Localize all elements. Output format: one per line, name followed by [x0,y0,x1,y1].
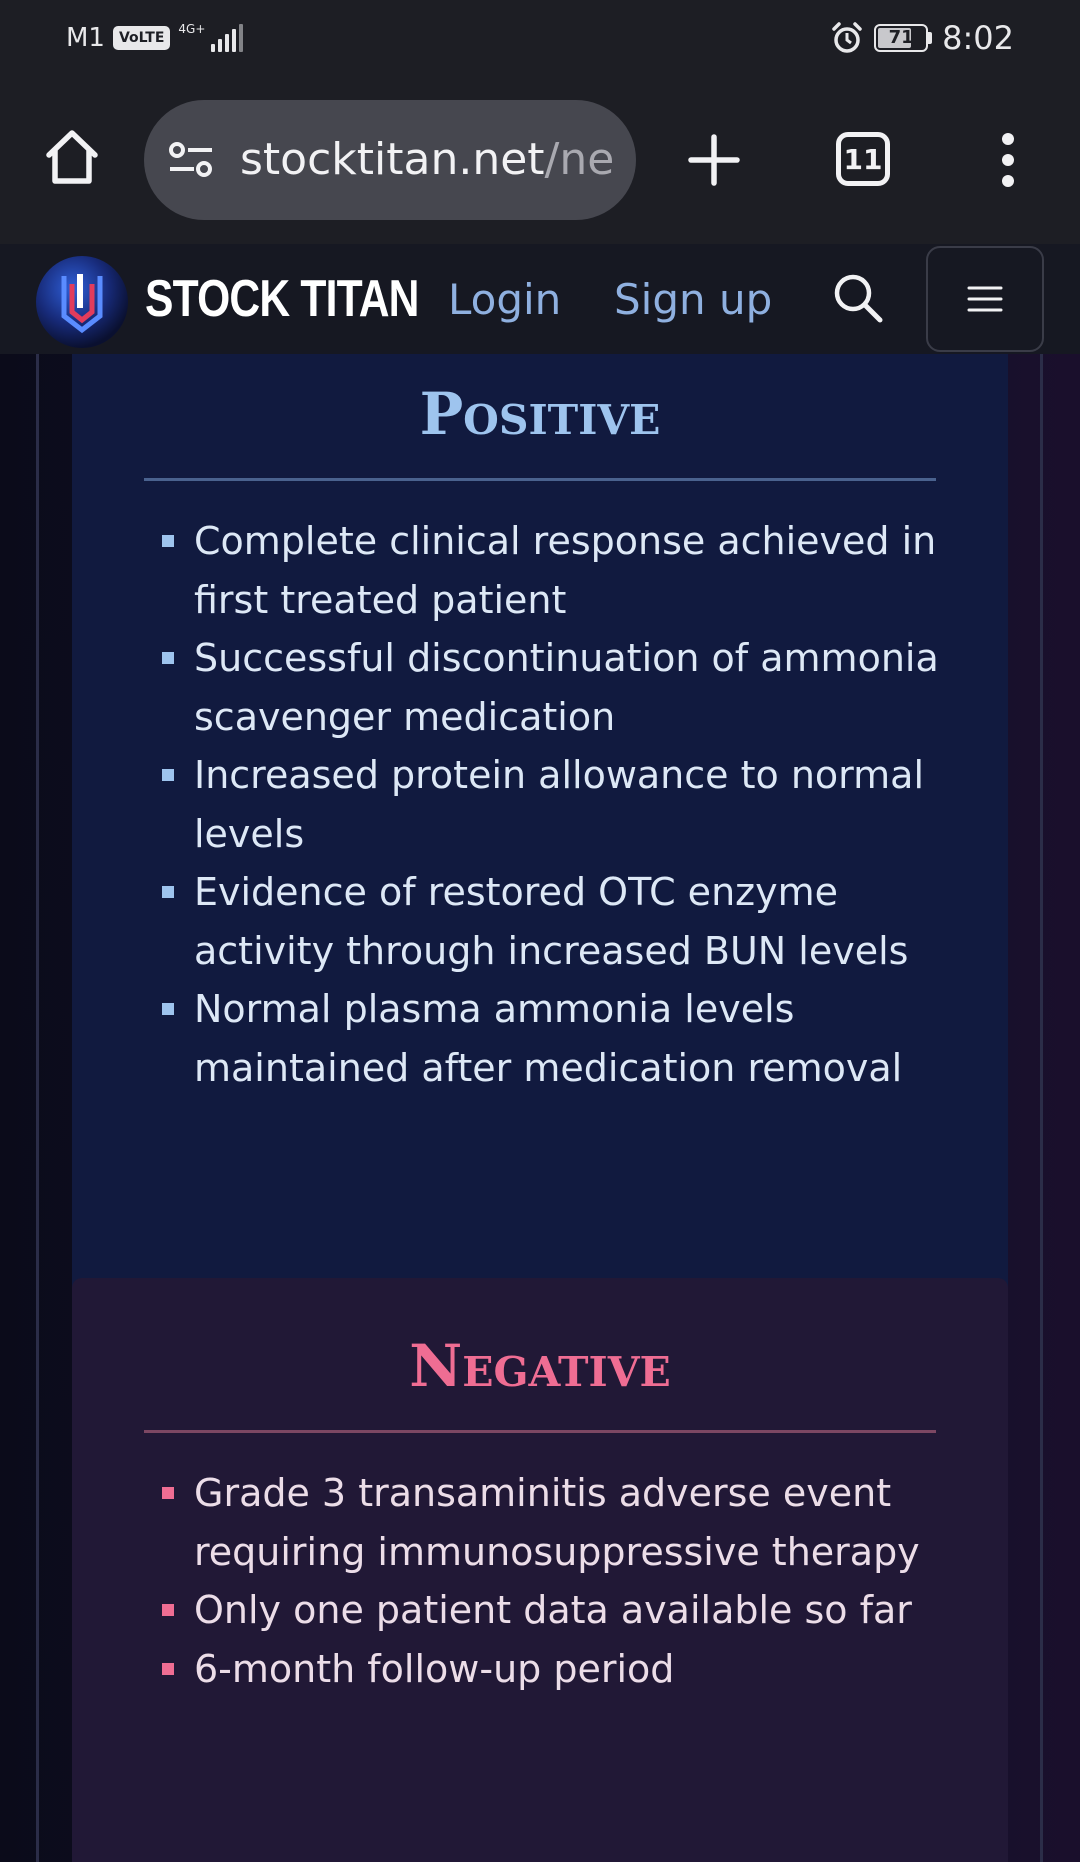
battery-percent: 71 [888,27,914,48]
url-domain: stocktitan.net [240,134,545,185]
battery-icon [874,24,928,52]
alarm-icon [830,21,864,55]
network-type: 4G+ [178,22,206,36]
carrier-label: M1 [66,23,105,53]
positive-divider [144,478,936,481]
list-item-text: Only one patient data available so far [194,1588,912,1632]
list-item-text: Complete clinical response achieved in first treated patient [194,519,937,622]
volte-badge: VoLTE [113,26,170,50]
status-left [66,22,243,54]
tabs-button[interactable] [836,132,890,186]
list-item-text: Normal plasma ammonia levels maintained after medication removal [194,987,903,1090]
site-header [0,244,1080,354]
hamburger-menu-icon [967,285,1003,313]
list-item [162,1464,962,1581]
list-item-text: 6-month follow-up period [194,1646,675,1691]
battery-nub [928,32,932,44]
status-bar [0,0,1080,76]
positive-list [162,512,962,1097]
bullet-square-icon [162,1003,174,1015]
status-right [830,18,1014,58]
url-bar[interactable] [144,100,636,220]
search-icon[interactable] [832,272,884,324]
negative-list [162,1464,962,1698]
url-path: /ne [544,134,615,185]
list-item-text: Increased protein allowance to normal levels [194,753,924,856]
content-frame-right [1040,354,1043,1862]
tune-icon[interactable] [168,142,214,178]
negative-title: Negative [409,1332,671,1400]
list-item [162,863,962,980]
stock-titan-logo-icon[interactable] [34,254,130,350]
site-logo-text[interactable]: STOCK TITAN [145,270,419,328]
home-icon[interactable] [44,128,100,186]
list-item [162,980,962,1097]
bullet-square-icon [162,1663,174,1675]
bullet-square-icon [162,886,174,898]
bullet-square-icon [162,535,174,547]
list-item-text: Evidence of restored OTC enzyme activity through increased BUN levels [194,870,909,973]
list-item [162,746,962,863]
clock: 8:02 [942,19,1014,57]
signup-link[interactable]: Sign up [614,275,773,324]
menu-button[interactable] [926,246,1044,352]
list-item [162,1581,962,1640]
battery-indicator [874,24,932,52]
positive-card [72,354,1008,1390]
url-text[interactable] [240,132,614,188]
plus-icon[interactable] [688,134,740,186]
content-frame-left [36,354,39,1862]
signal-icon [211,24,243,52]
tab-count: 11 [843,142,883,176]
list-item-text: Successful discontinuation of ammonia scavenger medication [194,636,939,739]
browser-toolbar [0,76,1080,244]
negative-divider [144,1430,936,1433]
bullet-square-icon [162,1604,174,1616]
positive-title: Positive [419,380,661,448]
list-item [162,512,962,629]
list-item-text: Grade 3 transaminitis adverse event requiring immunosuppressive therapy [194,1471,920,1574]
bullet-square-icon [162,769,174,781]
list-item [162,1640,962,1699]
list-item [162,629,962,746]
bullet-square-icon [162,1487,174,1499]
more-vert-icon[interactable] [996,132,1020,188]
negative-card [72,1278,1008,1862]
article-content [0,354,1080,1862]
bullet-square-icon [162,652,174,664]
login-link[interactable]: Login [448,275,562,324]
